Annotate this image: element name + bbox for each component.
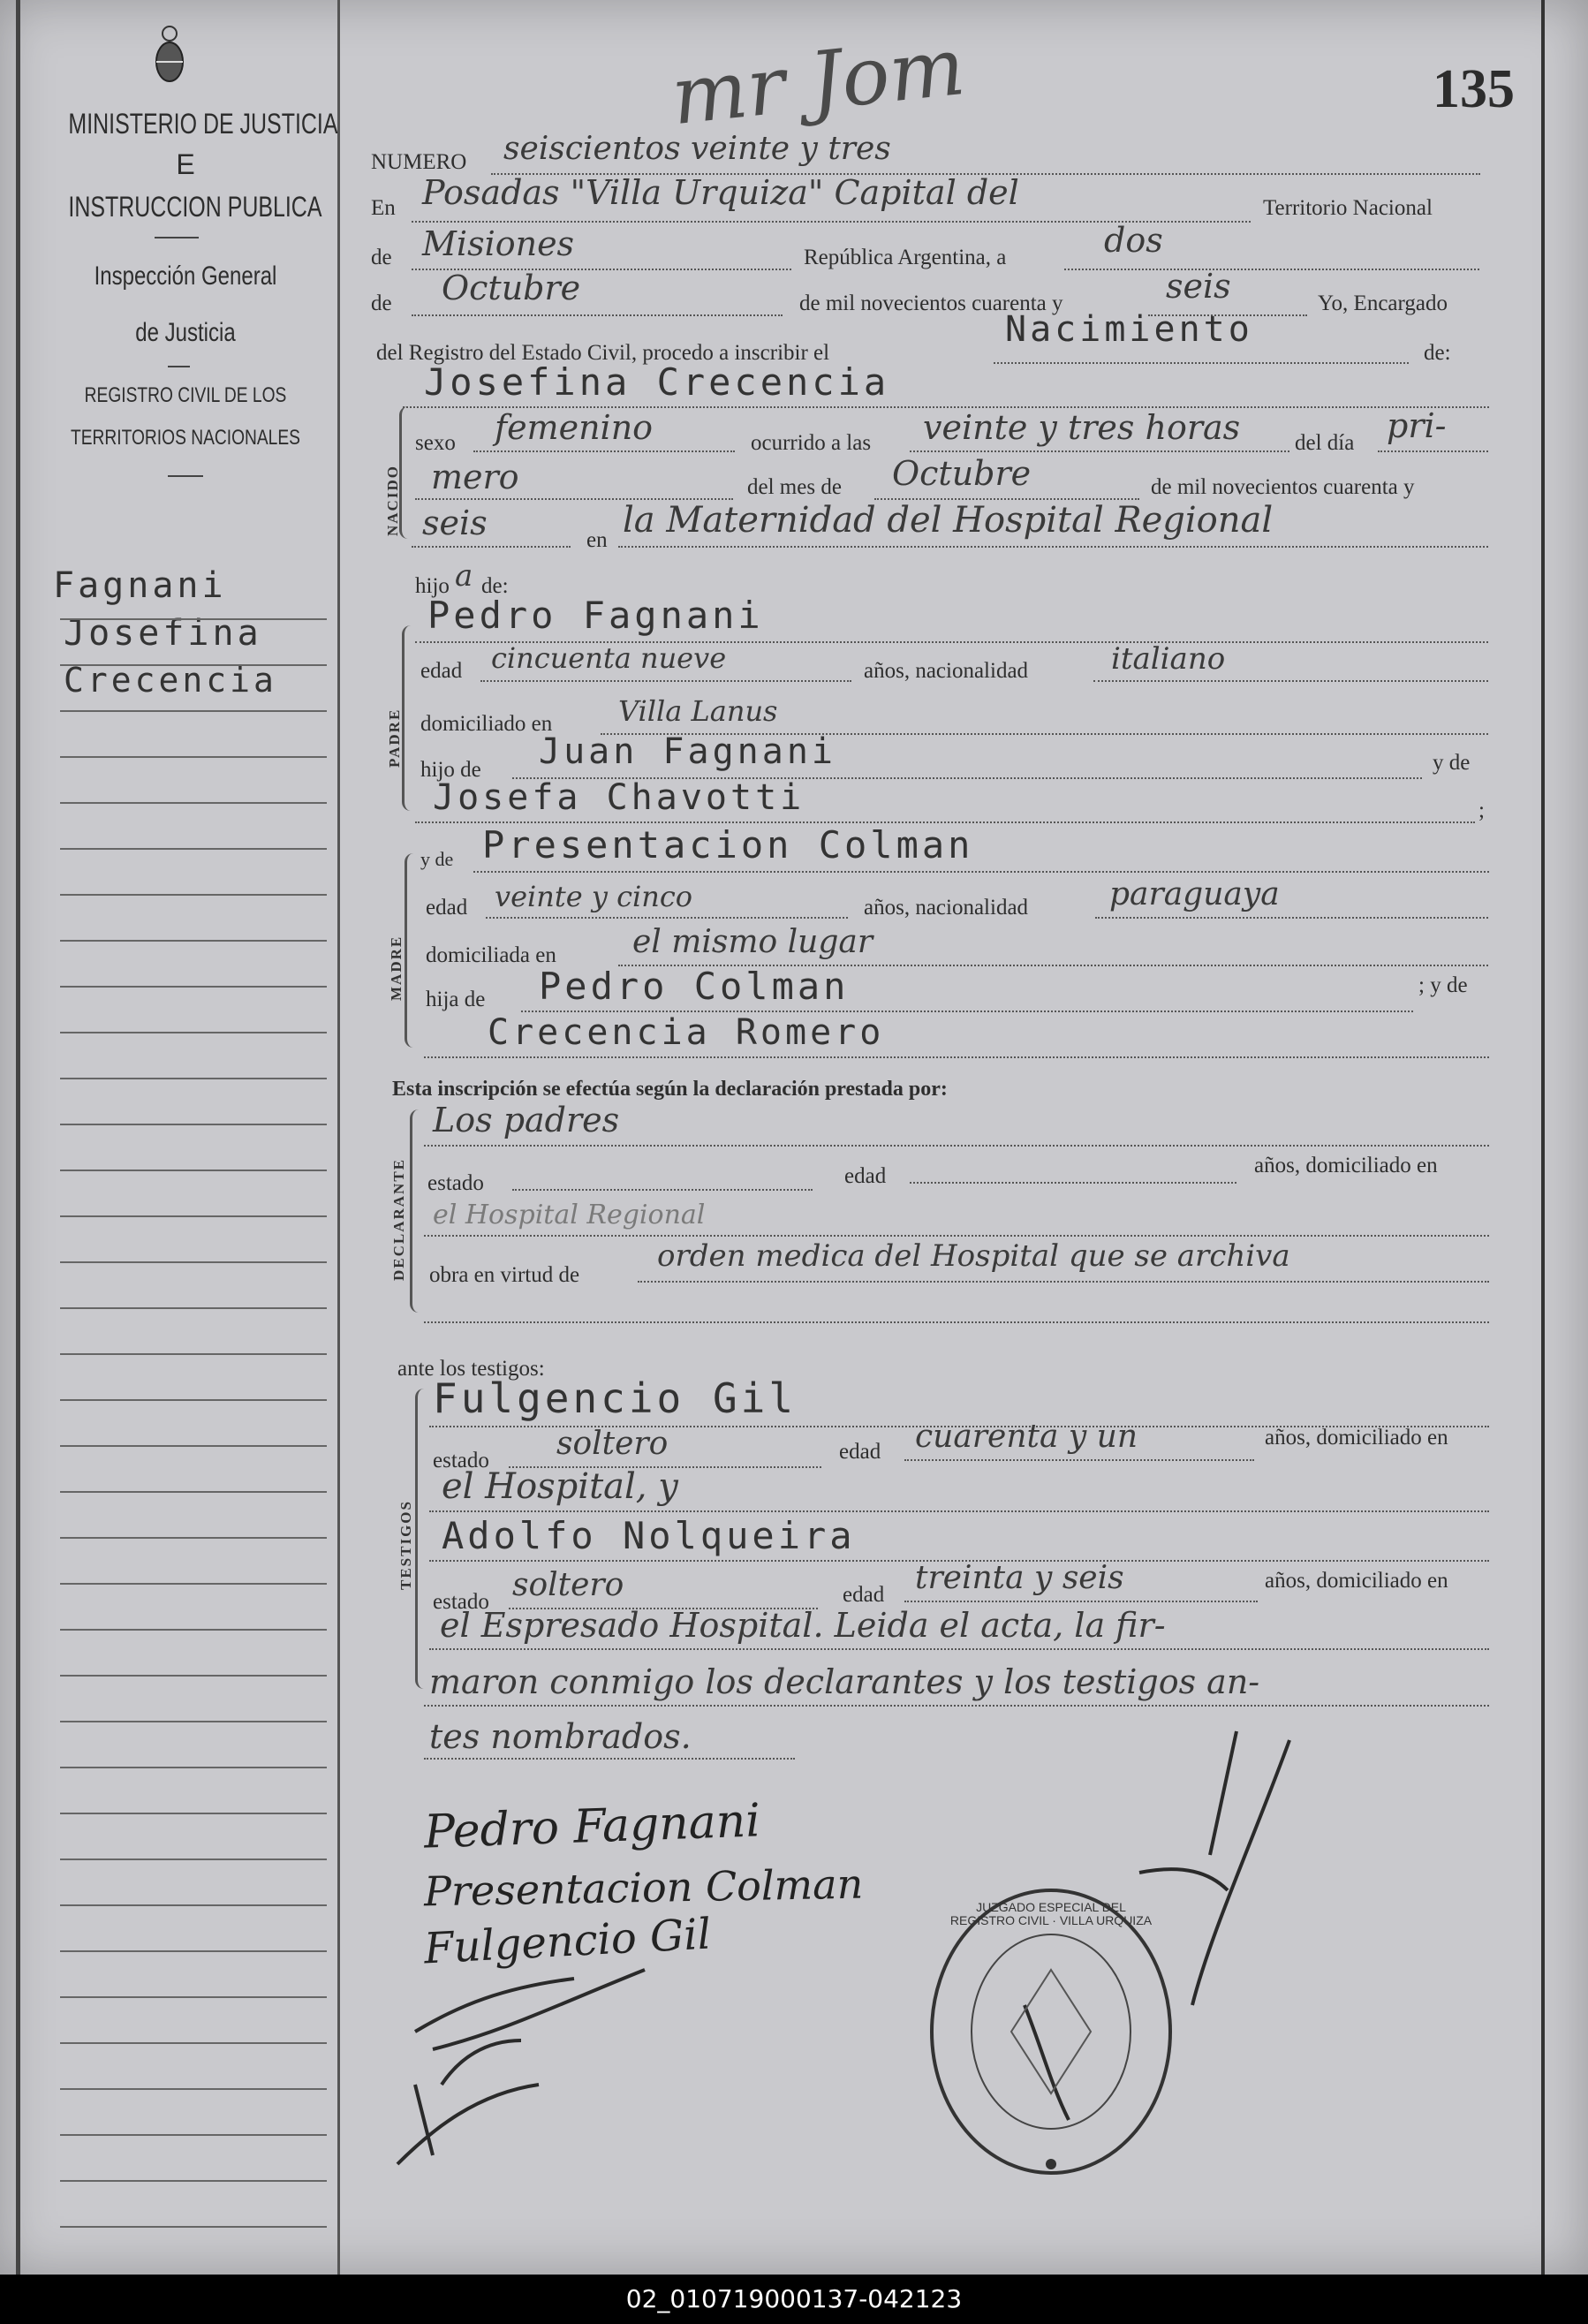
margin-rule	[60, 940, 327, 942]
rule	[429, 1510, 1489, 1512]
sexo-value: femenino	[495, 408, 654, 447]
rule	[1093, 680, 1488, 682]
witness-1-edad-label: edad	[839, 1440, 881, 1464]
closing-line-1: maron conmigo los declarantes y los testigos an-	[429, 1662, 1260, 1701]
father-domicilio-label: domiciliado en	[420, 712, 553, 736]
father-domicilio-value: Villa Lanus	[618, 694, 778, 728]
child-name: Josefina Crecencia	[424, 360, 890, 404]
mother-edad-label: edad	[426, 896, 468, 920]
rule	[1378, 450, 1488, 452]
rule	[910, 1182, 1236, 1184]
year-value: seis	[1166, 267, 1231, 306]
rule	[480, 680, 851, 682]
margin-rule	[60, 1399, 327, 1401]
rule	[486, 917, 848, 919]
birth-place-value: la Maternidad del Hospital Regional	[623, 500, 1274, 541]
mother-hija-de-label: hija de	[426, 988, 486, 1011]
en-value: Posadas "Villa Urquiza" Capital del	[422, 173, 1019, 212]
madre-brace	[405, 853, 420, 1048]
territorio-label: Territorio Nacional	[1263, 196, 1433, 220]
margin-rule	[60, 756, 327, 758]
paternal-grandmother: Josefa Chavotti	[433, 777, 805, 818]
witness-2-edad-value: treinta y seis	[915, 1560, 1124, 1596]
right-edge-line	[1541, 0, 1545, 2275]
de3-label: de:	[1424, 341, 1451, 365]
rule	[904, 1459, 1254, 1461]
numero-label: NUMERO	[371, 150, 467, 174]
margin-rule	[60, 1675, 327, 1677]
margin-rule	[60, 1261, 327, 1263]
father-nationality-value: italiano	[1111, 641, 1226, 677]
rule	[424, 1321, 1489, 1323]
margin-rule	[60, 1491, 327, 1493]
witness-1-name: Fulgencio Gil	[433, 1374, 798, 1422]
stamp-text: JUZGADO ESPECIAL DEL REGISTRO CIVIL · VILLA URQUIZA	[949, 1900, 1153, 1928]
rule	[473, 450, 735, 452]
padre-section-label: PADRE	[386, 708, 403, 768]
dia-label: del día	[1295, 431, 1355, 455]
time-value: veinte y tres horas	[923, 408, 1241, 447]
mother-domicilio-value: el mismo lugar	[632, 924, 873, 960]
margin-rule	[60, 2134, 327, 2136]
rule	[638, 1281, 1489, 1283]
coat-of-arms-icon	[152, 25, 187, 85]
margin-rule	[60, 1950, 327, 1952]
ministry-line-2: E	[176, 148, 195, 180]
header-divider	[168, 475, 203, 477]
witness-1-estado-value: soltero	[556, 1426, 669, 1462]
mother-y-de-label-2: ; y de	[1418, 973, 1468, 997]
en-label: En	[371, 196, 396, 220]
rule	[424, 1705, 1489, 1707]
yo-label: Yo, Encargado	[1318, 291, 1448, 315]
margin-rule	[60, 2226, 327, 2228]
rule	[994, 362, 1409, 364]
rule	[1095, 917, 1488, 919]
ocurrido-label: ocurrido a las	[751, 431, 872, 455]
header-divider	[155, 237, 199, 238]
margin-rule	[60, 2180, 327, 2182]
inspection-line-1: Inspección General	[94, 261, 277, 291]
anio-value: seis	[422, 503, 488, 542]
declaracion-intro: Esta inscripción se efectúa según la declaración prestada por:	[392, 1078, 948, 1101]
declarante-value: Los padres	[433, 1101, 620, 1139]
margin-note-given-2: Crecencia	[64, 661, 277, 700]
province-value: Misiones	[422, 224, 575, 263]
declarante-section-label: DECLARANTE	[390, 1157, 407, 1281]
rule	[904, 1601, 1258, 1602]
rule	[473, 871, 1489, 873]
rule	[424, 1145, 1489, 1147]
rule	[618, 546, 1488, 548]
rule	[412, 314, 783, 316]
father-name: Pedro Fagnani	[427, 594, 764, 637]
margin-rule	[60, 1170, 327, 1171]
witness-2-edad-label: edad	[843, 1583, 885, 1607]
year-label: de mil novecientos cuarenta y	[799, 291, 1063, 315]
witness-2-estado-value: soltero	[512, 1567, 624, 1603]
margin-rule	[60, 1629, 327, 1631]
lugar-en-label: en	[586, 528, 608, 552]
witness-2-anios-label: años, domiciliado en	[1265, 1569, 1448, 1593]
margin-rule	[60, 2042, 327, 2044]
rule	[910, 450, 1289, 452]
mother-nationality-value: paraguaya	[1109, 876, 1280, 912]
act-type-value: Nacimiento	[1005, 309, 1253, 350]
republica-label: República Argentina, a	[804, 246, 1007, 269]
signature-presentacion-colman: Presentacion Colman	[423, 1859, 864, 1916]
margin-rule	[60, 1813, 327, 1814]
numero-value: seiscientos veinte y tres	[503, 131, 891, 167]
margin-rule	[60, 1904, 327, 1906]
testigos-intro: ante los testigos:	[397, 1357, 545, 1381]
mes-value: Octubre	[892, 454, 1032, 493]
hijo-de-label: de:	[481, 574, 509, 598]
image-id-footer: 02_010719000137-042123	[0, 2275, 1588, 2324]
margin-rule	[60, 664, 327, 666]
maternal-grandmother: Crecencia Romero	[488, 1012, 885, 1053]
mes-label: del mes de	[747, 475, 842, 499]
margin-rule	[60, 1445, 327, 1447]
father-anios-label: años, nacionalidad	[864, 659, 1029, 683]
padre-brace	[402, 625, 417, 811]
signature-fulgencio-gil: Fulgencio Gil	[422, 1909, 713, 1974]
father-hijo-de-label: hijo de	[420, 758, 481, 782]
page-number: 135	[1433, 59, 1515, 119]
margin-rule	[60, 1537, 327, 1539]
margin-rule	[60, 1032, 327, 1033]
de-label: de	[371, 246, 392, 269]
testigos-section-label: TESTIGOS	[397, 1500, 414, 1590]
closing-line-2: tes nombrados.	[429, 1717, 692, 1756]
declarante-anios-label: años, domiciliado en	[1254, 1154, 1438, 1177]
obra-value: orden medica del Hospital que se archiva	[657, 1238, 1290, 1274]
signature-pedro-fagnani: Pedro Fagnani	[423, 1794, 761, 1859]
margin-rule	[60, 2088, 327, 2090]
margin-rule	[60, 1583, 327, 1585]
header-divider	[168, 366, 190, 367]
margin-rule	[60, 710, 327, 712]
month-value: Octubre	[442, 269, 581, 307]
margin-rule	[60, 1215, 327, 1217]
left-edge-line	[16, 0, 20, 2275]
sexo-label: sexo	[415, 431, 456, 455]
ministry-line-1: MINISTERIO DE JUSTICIA	[68, 108, 338, 140]
father-y-de-label: y de	[1433, 751, 1471, 775]
declarante-edad-label: edad	[844, 1164, 887, 1188]
witness-2-estado-label: estado	[433, 1590, 489, 1614]
obra-label: obra en virtud de	[429, 1263, 580, 1287]
declarante-brace	[410, 1109, 425, 1313]
margin-rule	[60, 1307, 327, 1309]
witness-1-estado-label: estado	[433, 1449, 489, 1472]
rule	[412, 546, 571, 548]
margin-note-surname: Fagnani	[53, 565, 227, 606]
registry-line-1: REGISTRO CIVIL DE LOS	[84, 383, 287, 407]
margin-rule	[60, 802, 327, 804]
margin-rule	[60, 1124, 327, 1125]
margin-rule	[60, 986, 327, 988]
witness-1-anios-label: años, domiciliado en	[1265, 1426, 1448, 1450]
anio-label: de mil novecientos cuarenta y	[1151, 475, 1415, 499]
rule	[424, 1235, 1489, 1237]
rule	[424, 1056, 1489, 1058]
father-edad-value: cincuenta nueve	[491, 641, 727, 675]
margin-rule	[60, 1858, 327, 1860]
ministry-line-3: INSTRUCCION PUBLICA	[68, 191, 322, 223]
mother-edad-value: veinte y cinco	[495, 880, 693, 913]
paternal-grandfather: Juan Fagnani	[539, 731, 836, 772]
maternal-grandfather: Pedro Colman	[539, 965, 850, 1008]
mother-domicilio-label: domiciliada en	[426, 943, 556, 967]
mother-name: Presentacion Colman	[482, 823, 974, 867]
dia-value-part2: mero	[431, 458, 519, 496]
witness-2-domicilio-value: el Espresado Hospital. Leida el acta, la fir-	[440, 1606, 1166, 1645]
margin-rule	[60, 1767, 327, 1768]
testigos-brace	[415, 1389, 430, 1689]
top-scribble: mr Jom	[667, 19, 970, 144]
margin-rule	[60, 1353, 327, 1355]
dia-value-part1: pri-	[1387, 406, 1447, 445]
father-edad-label: edad	[420, 659, 463, 683]
day-value: dos	[1104, 221, 1163, 260]
signature-scribble-graphic	[380, 1952, 733, 2173]
margin-rule	[60, 618, 327, 620]
rule	[429, 1648, 1489, 1650]
margin-rule	[60, 1078, 327, 1079]
witness-2-name: Adolfo Nolqueira	[442, 1514, 856, 1557]
declarante-estado-label: estado	[427, 1171, 484, 1195]
rule	[512, 1189, 813, 1191]
margin-note-given-1: Josefina	[64, 613, 262, 654]
semicolon: ;	[1478, 799, 1485, 822]
witness-1-domicilio-value: el Hospital, y	[442, 1466, 678, 1507]
margin-rule	[60, 1721, 327, 1722]
madre-section-label: MADRE	[388, 935, 405, 1001]
margin-rule	[60, 848, 327, 850]
declarante-domicilio-value: el Hospital Regional	[433, 1200, 706, 1230]
mother-y-de-label: y de	[420, 848, 454, 870]
registro-label: del Registro del Estado Civil, procedo a inscribir el	[376, 341, 830, 365]
mother-anios-label: años, nacionalidad	[864, 896, 1029, 920]
witness-1-edad-value: cuarenta y un	[915, 1419, 1138, 1455]
inspection-line-2: de Justicia	[135, 318, 236, 347]
de2-label: de	[371, 291, 392, 315]
margin-divider-line	[337, 0, 340, 2275]
nacido-section-label: NACIDO	[384, 465, 401, 536]
rule	[424, 1758, 795, 1760]
margin-rule	[60, 1996, 327, 1998]
hijo-label: hijo	[415, 574, 450, 598]
margin-rule	[60, 894, 327, 896]
registry-line-2: TERRITORIOS NACIONALES	[71, 426, 300, 450]
hijo-suffix: a	[455, 558, 473, 594]
rule	[1064, 269, 1479, 270]
